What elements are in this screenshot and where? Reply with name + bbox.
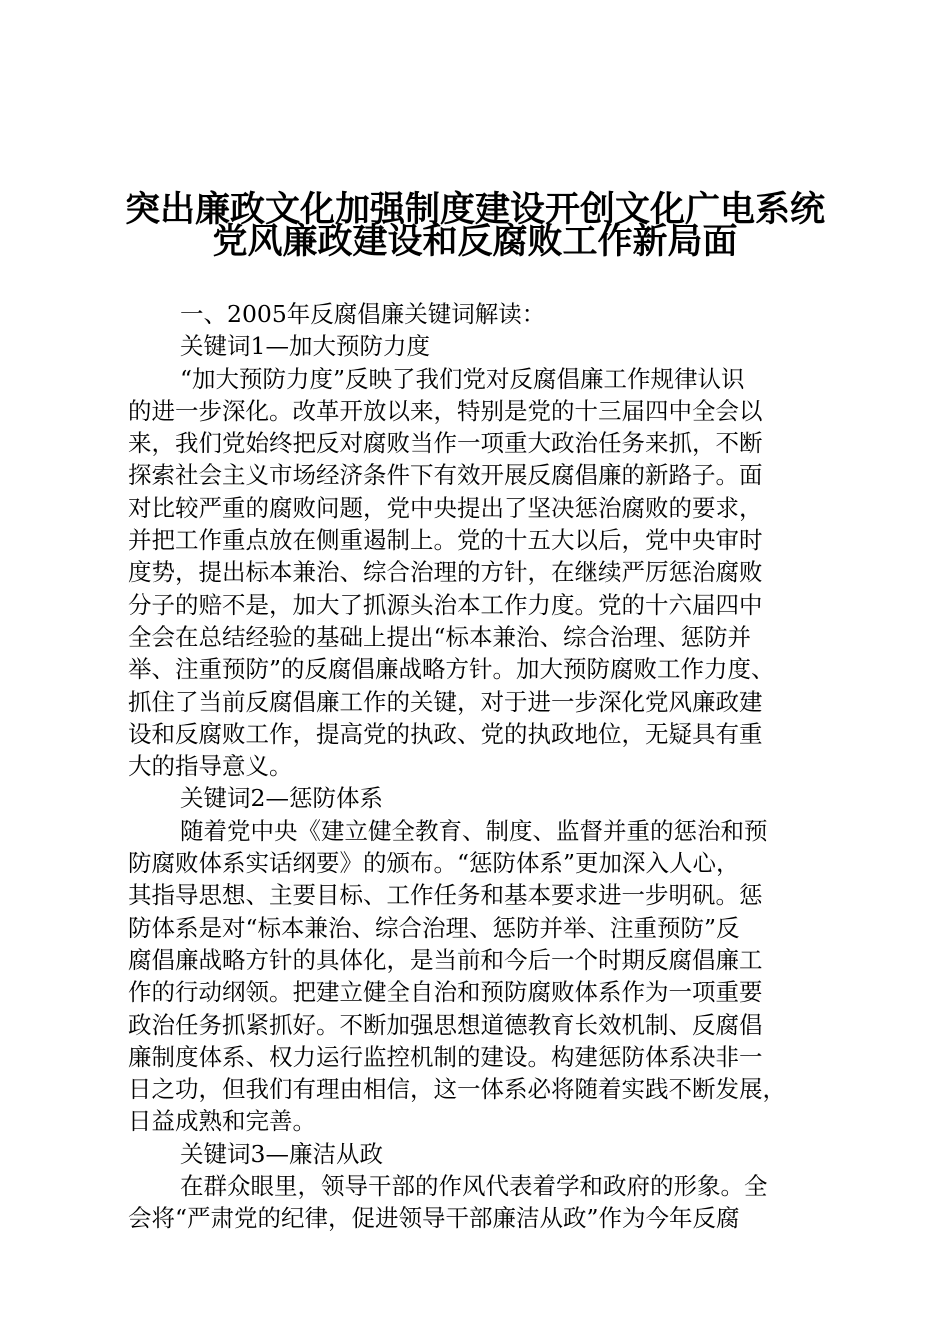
paragraph-line: 随着党中央《建立健全教育、制度、监督并重的惩治和预 bbox=[180, 816, 768, 845]
paragraph-line: 举、注重预防”的反腐倡廉战略方针。加大预防腐败工作力度、 bbox=[128, 655, 775, 684]
document-body bbox=[128, 298, 838, 1235]
document-title-line-1: 突出廉政文化加强制度建设开创文化广电系统 bbox=[124, 190, 825, 230]
paragraph-line: 廉制度体系、权力运行监控机制的建设。构建惩防体系决非一 bbox=[128, 1042, 763, 1071]
paragraph-line: 防体系是对“标本兼治、综合治理、惩防并举、注重预防”反 bbox=[128, 913, 740, 942]
document-title-line-2: 党风廉政建设和反腐败工作新局面 bbox=[212, 222, 738, 262]
paragraph-line: 来，我们党始终把反对腐败当作一项重大政治任务来抓，不断 bbox=[128, 429, 763, 458]
paragraph-line: 分子的赔不是，加大了抓源头治本工作力度。党的十六届四中 bbox=[128, 590, 763, 619]
paragraph-line: 腐倡廉战略方针的具体化，是当前和今后一个时期反腐倡廉工 bbox=[128, 945, 763, 974]
section-heading: 一、2005年反腐倡廉关键词解读： bbox=[180, 300, 546, 328]
paragraph-line: 度势，提出标本兼治、综合治理的方针，在继续严厉惩治腐败 bbox=[128, 558, 763, 587]
keyword-heading: 关键词2—惩防体系 bbox=[180, 784, 383, 813]
paragraph-line: “加大预防力度”反映了我们党对反腐倡廉工作规律认识 bbox=[180, 364, 745, 393]
paragraph-line: 防腐败体系实话纲要》的颁布。“惩防体系”更加深入人心， bbox=[128, 849, 740, 878]
paragraph-line: 并把工作重点放在侧重遏制上。党的十五大以后，党中央审时 bbox=[128, 526, 763, 555]
paragraph-line: 在群众眼里，领导干部的作风代表着学和政府的形象。全 bbox=[180, 1172, 768, 1201]
keyword-heading: 关键词3—廉洁从政 bbox=[180, 1139, 383, 1168]
paragraph-line: 全会在总结经验的基础上提出“标本兼治、综合治理、惩防并 bbox=[128, 622, 752, 651]
paragraph-line: 探索社会主义市场经济条件下有效开展反腐倡廉的新路子。面 bbox=[128, 461, 763, 490]
paragraph-line: 抓住了当前反腐倡廉工作的关键，对于进一步深化党风廉政建 bbox=[128, 687, 763, 716]
paragraph-line: 作的行动纲领。把建立健全自治和预防腐败体系作为一项重要 bbox=[128, 978, 763, 1007]
keyword-heading: 关键词1—加大预防力度 bbox=[180, 332, 430, 361]
paragraph-line: 会将“严肃党的纪律，促进领导干部廉洁从政”作为今年反腐 bbox=[128, 1204, 740, 1233]
paragraph-line: 日之功，但我们有理由相信，这一体系必将随着实践不断发展， bbox=[128, 1075, 786, 1104]
paragraph-line: 设和反腐败工作，提高党的执政、党的执政地位，无疑具有重 bbox=[128, 719, 763, 748]
paragraph-line: 政治任务抓紧抓好。不断加强思想道德教育长效机制、反腐倡 bbox=[128, 1010, 763, 1039]
paragraph-line: 的进一步深化。改革开放以来，特别是党的十三届四中全会以 bbox=[128, 396, 763, 425]
paragraph-line: 大的指导意义。 bbox=[128, 752, 293, 781]
paragraph-line: 日益成熟和完善。 bbox=[128, 1107, 316, 1136]
paragraph-line: 其指导思想、主要目标、工作任务和基本要求进一步明矾。惩 bbox=[128, 881, 763, 910]
paragraph-line: 对比较严重的腐败问题，党中央提出了坚决惩治腐败的要求， bbox=[128, 493, 763, 522]
